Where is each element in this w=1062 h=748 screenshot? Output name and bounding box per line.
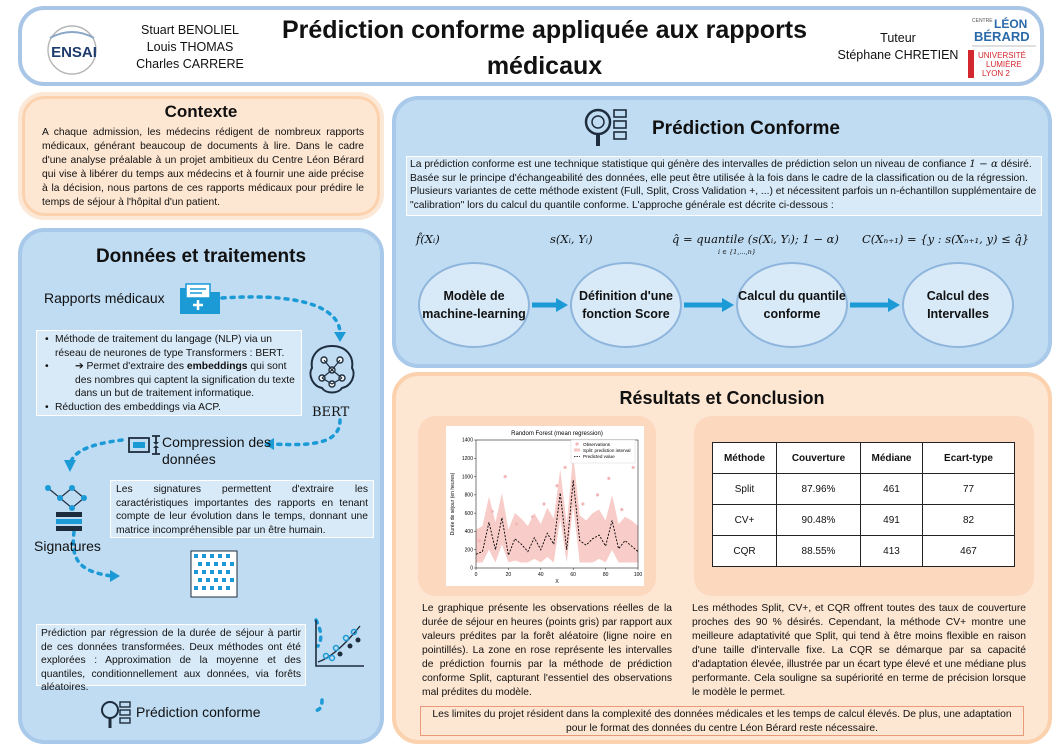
x-tick-label: 20 [505,572,512,578]
table-row: CV+ 90.48% 491 82 [713,505,1015,536]
results-section [392,372,1052,744]
col-median: Médiane [861,443,923,474]
context-title: Contexte [164,102,238,121]
step-quantile: Calcul du quantile conforme [736,262,848,348]
tutor [834,30,962,64]
x-tick-label: 80 [602,572,609,578]
legend-pred-label: Predicted value [583,454,615,460]
svg-text:LÉON: LÉON [994,17,1028,31]
x-tick-label: 60 [570,572,576,578]
y-tick-label: 200 [464,547,473,554]
observation-point [491,510,494,513]
y-tick-label: 0 [470,565,473,572]
observation-point [564,466,567,469]
author-2: Louis THOMAS [146,40,234,54]
col-coverage: Couverture [777,443,861,474]
table-row: CQR 88.55% 413 467 [713,536,1015,567]
step-arrows [396,100,1056,372]
ensai-logo [36,24,114,76]
author-1: Stuart BENOLIEL [141,23,239,37]
leon-berard-lyon2-logo [966,14,1042,82]
x-tick-label: 100 [633,572,643,578]
y-tick-label: 600 [464,510,473,517]
context-text: A chaque admission, les médecins rédigent de nombreux rapports médicaux, générant beaucoup de documents à lire. Dans le cadre d'une analyse préalable à un projet ambitieux du Centre Léon Bérard qui vise à libérer du temps aux médecins et à fournir une aide précise à la décision, nous partons de ces rapports médicaux pour prédire le temps de séjour à l'hôpital d'un patient. [42,127,364,208]
legend-interval-marker [574,449,580,452]
observation-point [607,477,610,480]
formula-quantile-index: i ∈ {1,...,n} [718,248,756,256]
step-model: Modèle de machine-learning [418,262,530,348]
legend-obs-marker [575,442,578,445]
bert-label: BERT [312,405,350,420]
observation-point [504,475,507,478]
y-tick-label: 1000 [461,474,473,481]
data-section [18,228,384,744]
svg-text:UNIVERSITÉ: UNIVERSITÉ [978,51,1027,60]
table-panel [694,416,1034,596]
chart-card [446,426,644,586]
random-forest-chart [446,426,644,586]
observation-point [581,502,584,505]
formula-score: s(Xᵢ, Yᵢ) [550,232,593,246]
observation-point [478,539,481,542]
results-chart-text: Le graphique présente les observations réelles de la durée de séjour en heures (points gris) par rapport aux valeurs prédites par la forêt aléatoire (ligne noire en pointillés). La zone en rose représente les intervalles de prédiction fournis par la méthode de prédiction conforme Split, capturant l'essentiel des observations mal prédites du modèle. [422,603,672,698]
svg-text:LYON 2: LYON 2 [982,69,1010,78]
x-axis-label: X [555,579,559,585]
medical-reports-label: Rapports médicaux [44,290,165,306]
context-section [18,92,384,220]
conformal-description: La prédiction conforme est une technique statistique qui génère des intervalles de prédiction selon un niveau de confiance 1 − α désiré. Basée sur le principe d'échangeabilité des données, elle peut être utilisée à la fois dans le cadre de la classification ou de la régression. Plusieurs variantes de cette méthode existent (Full, Split, Cross Validation +, ...) et nécessitent parfois un n-échantillon supplémentaire de "calibration" lors du calcul du quantile conforme. L'approche générale est décrite ci-dessous : [406,156,1042,216]
col-stddev: Ecart-type [923,443,1015,474]
conformal-title: Prédiction Conforme [652,118,840,139]
tutor-label: Tuteur [880,31,916,45]
poster-title: Prédiction conforme appliquée aux rapports médicaux [281,16,808,80]
table-header-row [713,443,1015,474]
magnifier-data-icon [100,698,132,732]
svg-text:LUMIÈRE: LUMIÈRE [986,60,1022,69]
svg-text:BÉRARD: BÉRARD [974,29,1030,44]
signature-network-icon [42,476,94,532]
y-axis-label: Durée de séjour (en heures) [450,472,456,536]
formula-interval: C(Xₙ₊₁) = {y : s(Xₙ₊₁, y) ≤ q̂} [862,232,1030,246]
tutor-name: Stéphane CHRETIEN [837,48,959,62]
table-row: Split 87.96% 461 77 [713,474,1015,505]
step-score: Définition d'une fonction Score [570,262,682,348]
prediction-interval-band [476,455,638,563]
data-title: Données et traitements [95,246,307,267]
header [18,6,1044,86]
scatter-plot-icon [310,618,366,672]
matrix-grid-icon [190,550,238,598]
observation-point [542,502,545,505]
conclusion-box: Les limites du projet résident dans la complexité des données médicales et les temps de calcul élevés. De plus, une adaptation pour le format des données du centre Léon Bérard reste nécessaire. [420,706,1024,736]
observation-point [596,493,599,496]
x-tick-label: 40 [538,572,544,578]
ensai-logo-text: ENSAI [51,44,97,61]
chart-panel [418,416,656,596]
legend-interval-label: Split: prediction interval [583,448,631,453]
step-intervals: Calcul des Intervalles [902,262,1014,348]
x-tick-label: 0 [474,572,478,578]
authors [120,22,260,73]
prediction-label: Prédiction conforme [136,704,261,720]
compression-icon [126,430,166,460]
y-tick-label: 400 [464,529,473,536]
bert-item-embeddings: • ➔ Permet d'extraire des embeddings qui sont des nombres qui captent la signification du texte dans un but de traitement informatique. [45,360,297,401]
regression-box: Prédiction par régression de la durée de séjour à partir de ces données transformées. Deux méthodes ont été explorées : Approximation de la moyenne et des quantiles, conditionnellement aux données, via forêts aléatoires. [36,624,306,686]
formula-quantile: q̂ = quantile (s(Xᵢ, Yᵢ); 1 − α) [672,232,839,246]
conformal-section [392,96,1052,368]
formula-model: f̂(Xᵢ) [416,232,440,246]
chart-title: Random Forest (mean regression) [511,431,603,437]
author-3: Charles CARRERE [136,57,244,71]
y-tick-label: 1400 [461,437,473,444]
observation-point [515,523,518,526]
signatures-label: Signatures [34,538,101,554]
bert-item-2: • Réduction des embeddings via ACP. [45,401,297,415]
col-method: Méthode [713,443,777,474]
y-tick-label: 800 [464,492,473,499]
legend-obs-label: Observations [583,441,611,447]
signatures-box: Les signatures permettent d'extraire les caractéristiques importantes des rapports en tenant compte de leur évolution dans le temps, donnant une matrice incompréhensible par un être humain. [110,480,374,538]
observation-point [531,515,534,518]
observation-point [632,466,635,469]
y-tick-label: 1200 [461,455,473,462]
results-table-text: Les méthodes Split, CV+, et CQR offrent toutes des taux de couverture proches des 90 % désirés. Cependant, la méthode CV+ montre une meilleure adaptativité que Split, qui tend à être moins flexible en raison d'une taille d'intervalle fixe. La CQR se démarque par sa capacité d'adaptation élevée, illustrée par un écart type élevé et une médiane plus performante. Cela souligne sa supériorité en terme de précision lorsque le modèle le permet. [692,603,1026,698]
bert-item-1: • Méthode de traitement du langage (NLP) via un réseau de neurones de type Transformers : BERT. [45,333,297,360]
svg-text:CENTRE: CENTRE [972,18,993,24]
observation-point [620,508,623,511]
compression-label: Compression des données [162,434,271,467]
results-table [712,442,1015,567]
observation-point [555,484,558,487]
results-title: Résultats et Conclusion [619,388,825,408]
